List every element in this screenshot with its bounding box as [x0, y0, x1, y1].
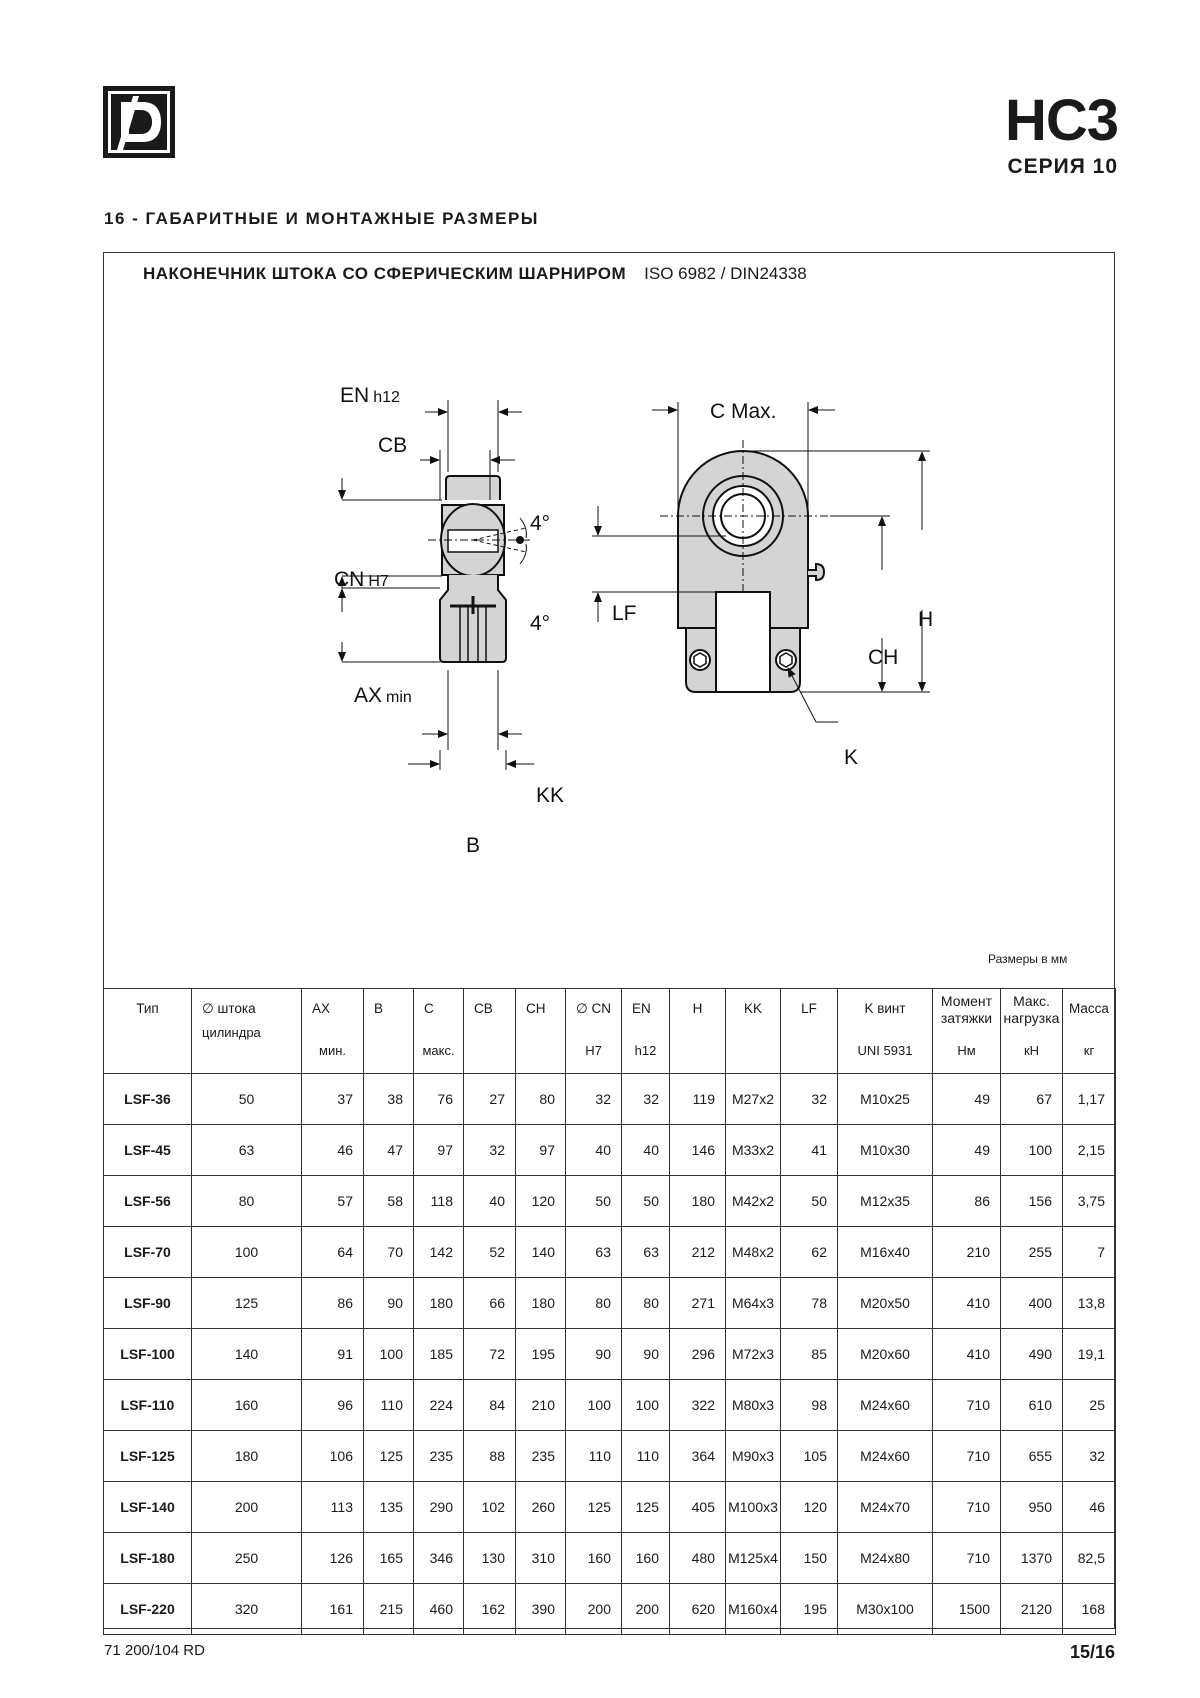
value-cell: M24x60 — [838, 1380, 933, 1431]
value-cell: 66 — [464, 1278, 516, 1329]
header-label: Момент затяжки — [940, 993, 993, 1026]
header-unit: кг — [1083, 1043, 1095, 1058]
header-unit: UNI 5931 — [857, 1043, 913, 1058]
value-cell: 63 — [192, 1125, 302, 1176]
type-cell: LSF-110 — [104, 1380, 192, 1431]
value-cell: M33x2 — [726, 1125, 781, 1176]
value-cell: 146 — [670, 1125, 726, 1176]
value-cell: 100 — [622, 1380, 670, 1431]
type-cell: LSF-180 — [104, 1533, 192, 1584]
value-cell: 185 — [414, 1329, 464, 1380]
value-cell: 296 — [670, 1329, 726, 1380]
value-cell: 224 — [414, 1380, 464, 1431]
value-cell: 119 — [670, 1074, 726, 1125]
value-cell: 110 — [622, 1431, 670, 1482]
value-cell: 46 — [302, 1125, 364, 1176]
company-logo — [103, 86, 175, 158]
value-cell: 52 — [464, 1227, 516, 1278]
value-cell: 200 — [622, 1584, 670, 1635]
value-cell: 200 — [566, 1584, 622, 1635]
value-cell: 212 — [670, 1227, 726, 1278]
value-cell: 100 — [364, 1329, 414, 1380]
value-cell: 91 — [302, 1329, 364, 1380]
value-cell: 100 — [566, 1380, 622, 1431]
table-row — [104, 1431, 1116, 1482]
type-cell: LSF-56 — [104, 1176, 192, 1227]
value-cell: 67 — [1001, 1074, 1063, 1125]
value-cell: 125 — [622, 1482, 670, 1533]
value-cell: 410 — [933, 1278, 1001, 1329]
value-cell: 142 — [414, 1227, 464, 1278]
table-header-cell — [464, 989, 516, 1074]
value-cell: 250 — [192, 1533, 302, 1584]
table-header-cell — [516, 989, 566, 1074]
table-header-cell — [192, 989, 302, 1074]
header-unit: h12 — [634, 1043, 657, 1058]
value-cell: 120 — [781, 1482, 838, 1533]
value-cell: 710 — [933, 1533, 1001, 1584]
value-cell: 84 — [464, 1380, 516, 1431]
label-cb: CB — [378, 434, 408, 457]
value-cell: 80 — [622, 1278, 670, 1329]
value-cell: 32 — [781, 1074, 838, 1125]
value-cell: 364 — [670, 1431, 726, 1482]
label-ch: CH — [868, 646, 899, 669]
value-cell: M72x3 — [726, 1329, 781, 1380]
value-cell: M90x3 — [726, 1431, 781, 1482]
value-cell: 49 — [933, 1125, 1001, 1176]
value-cell: 13,8 — [1063, 1278, 1116, 1329]
value-cell: 62 — [781, 1227, 838, 1278]
value-cell: M20x60 — [838, 1329, 933, 1380]
table-header-cell — [566, 989, 622, 1074]
header-label: B — [374, 1001, 384, 1016]
value-cell: 130 — [464, 1533, 516, 1584]
type-cell: LSF-36 — [104, 1074, 192, 1125]
value-cell: 950 — [1001, 1482, 1063, 1533]
table-header-cell — [781, 989, 838, 1074]
dimension-table — [103, 988, 1116, 1635]
value-cell: 41 — [781, 1125, 838, 1176]
value-cell: M80x3 — [726, 1380, 781, 1431]
value-cell: 85 — [781, 1329, 838, 1380]
value-cell: 80 — [192, 1176, 302, 1227]
value-cell: 400 — [1001, 1278, 1063, 1329]
value-cell: 19,1 — [1063, 1329, 1116, 1380]
value-cell: 322 — [670, 1380, 726, 1431]
drawing-labels — [334, 384, 933, 857]
table-body — [104, 1074, 1116, 1635]
value-cell: 1,17 — [1063, 1074, 1116, 1125]
label-c-max: C Max. — [710, 400, 777, 423]
value-cell: M30x100 — [838, 1584, 933, 1635]
table-header-row — [104, 989, 1116, 1074]
value-cell: 80 — [566, 1278, 622, 1329]
value-cell: 110 — [566, 1431, 622, 1482]
table-row — [104, 1329, 1116, 1380]
value-cell: 90 — [566, 1329, 622, 1380]
type-cell: LSF-125 — [104, 1431, 192, 1482]
value-cell: M48x2 — [726, 1227, 781, 1278]
value-cell: 106 — [302, 1431, 364, 1482]
table-row — [104, 1380, 1116, 1431]
value-cell: 610 — [1001, 1380, 1063, 1431]
part-title-row — [143, 264, 807, 284]
value-cell: 255 — [1001, 1227, 1063, 1278]
table-header-cell — [622, 989, 670, 1074]
value-cell: 50 — [192, 1074, 302, 1125]
value-cell: 620 — [670, 1584, 726, 1635]
value-cell: 86 — [302, 1278, 364, 1329]
value-cell: 64 — [302, 1227, 364, 1278]
value-cell: 161 — [302, 1584, 364, 1635]
header-unit: Нм — [957, 1043, 976, 1058]
value-cell: 210 — [933, 1227, 1001, 1278]
value-cell: 200 — [192, 1482, 302, 1533]
value-cell: 180 — [192, 1431, 302, 1482]
header-unit: H7 — [585, 1043, 602, 1058]
value-cell: 180 — [516, 1278, 566, 1329]
value-cell: 58 — [364, 1176, 414, 1227]
value-cell: 88 — [464, 1431, 516, 1482]
value-cell: 46 — [1063, 1482, 1116, 1533]
value-cell: M10x25 — [838, 1074, 933, 1125]
value-cell: 32 — [464, 1125, 516, 1176]
value-cell: 215 — [364, 1584, 414, 1635]
value-cell: 7 — [1063, 1227, 1116, 1278]
table-row — [104, 1176, 1116, 1227]
side-view — [428, 476, 530, 662]
value-cell: 125 — [364, 1431, 414, 1482]
value-cell: 27 — [464, 1074, 516, 1125]
label-kk: KK — [536, 784, 565, 807]
value-cell: 86 — [933, 1176, 1001, 1227]
value-cell: M27x2 — [726, 1074, 781, 1125]
value-cell: 82,5 — [1063, 1533, 1116, 1584]
value-cell: 140 — [516, 1227, 566, 1278]
value-cell: 390 — [516, 1584, 566, 1635]
value-cell: 410 — [933, 1329, 1001, 1380]
header-label: KK — [743, 1001, 762, 1016]
value-cell: 460 — [414, 1584, 464, 1635]
header-label: ∅ CN — [576, 1001, 612, 1016]
technical-drawing — [330, 370, 970, 880]
value-cell: 96 — [302, 1380, 364, 1431]
value-cell: 120 — [516, 1176, 566, 1227]
part-standard: ISO 6982 / DIN24338 — [644, 264, 807, 283]
value-cell: 40 — [566, 1125, 622, 1176]
value-cell: M24x70 — [838, 1482, 933, 1533]
value-cell: 180 — [414, 1278, 464, 1329]
value-cell: 655 — [1001, 1431, 1063, 1482]
label-ax: AX min — [354, 684, 412, 707]
type-cell: LSF-90 — [104, 1278, 192, 1329]
value-cell: M100x3 — [726, 1482, 781, 1533]
value-cell: 125 — [192, 1278, 302, 1329]
table-row — [104, 1278, 1116, 1329]
header-label: K винт — [864, 1001, 906, 1016]
value-cell: 50 — [566, 1176, 622, 1227]
value-cell: M20x50 — [838, 1278, 933, 1329]
table-header-cell — [1001, 989, 1063, 1074]
table-header-cell — [838, 989, 933, 1074]
value-cell: 271 — [670, 1278, 726, 1329]
header-unit: макс. — [422, 1043, 455, 1058]
document-number: 71 200/104 RD — [104, 1642, 205, 1659]
value-cell: 118 — [414, 1176, 464, 1227]
value-cell: 1370 — [1001, 1533, 1063, 1584]
type-cell: LSF-140 — [104, 1482, 192, 1533]
value-cell: 156 — [1001, 1176, 1063, 1227]
value-cell: 102 — [464, 1482, 516, 1533]
page-number: 15/16 — [1069, 1642, 1115, 1662]
label-en: EN h12 — [340, 384, 400, 407]
table-header-cell — [670, 989, 726, 1074]
table-row — [104, 1584, 1116, 1635]
value-cell: 25 — [1063, 1380, 1116, 1431]
value-cell: 38 — [364, 1074, 414, 1125]
value-cell: M42x2 — [726, 1176, 781, 1227]
header-label: CB — [474, 1001, 493, 1016]
label-angle-top: 4° — [530, 512, 551, 535]
value-cell: M16x40 — [838, 1227, 933, 1278]
value-cell: 160 — [192, 1380, 302, 1431]
value-cell: 80 — [516, 1074, 566, 1125]
value-cell: 105 — [781, 1431, 838, 1482]
value-cell: 150 — [781, 1533, 838, 1584]
value-cell: 710 — [933, 1380, 1001, 1431]
value-cell: 125 — [566, 1482, 622, 1533]
table-row — [104, 1125, 1116, 1176]
value-cell: 310 — [516, 1533, 566, 1584]
value-cell: 1500 — [933, 1584, 1001, 1635]
value-cell: 40 — [622, 1125, 670, 1176]
table-row — [104, 1533, 1116, 1584]
value-cell: 160 — [566, 1533, 622, 1584]
header-label: Макс. нагрузка — [1003, 993, 1060, 1026]
table-row — [104, 1482, 1116, 1533]
value-cell: M160x4 — [726, 1584, 781, 1635]
value-cell: 490 — [1001, 1329, 1063, 1380]
header-label: Масса — [1069, 1001, 1109, 1016]
table-header-cell — [364, 989, 414, 1074]
value-cell: 126 — [302, 1533, 364, 1584]
value-cell: 180 — [670, 1176, 726, 1227]
value-cell: 100 — [1001, 1125, 1063, 1176]
table-row — [104, 1074, 1116, 1125]
value-cell: 32 — [622, 1074, 670, 1125]
header-label: ∅ штока — [202, 1001, 256, 1016]
value-cell: 160 — [622, 1533, 670, 1584]
value-cell: 135 — [364, 1482, 414, 1533]
value-cell: M24x60 — [838, 1431, 933, 1482]
table-row — [104, 1227, 1116, 1278]
value-cell: 98 — [781, 1380, 838, 1431]
series-label: СЕРИЯ 10 — [1007, 155, 1118, 178]
value-cell: 78 — [781, 1278, 838, 1329]
header-unit: цилиндра — [202, 1025, 261, 1040]
value-cell: 50 — [622, 1176, 670, 1227]
value-cell: 90 — [364, 1278, 414, 1329]
value-cell: M12x35 — [838, 1176, 933, 1227]
value-cell: M10x30 — [838, 1125, 933, 1176]
value-cell: 40 — [464, 1176, 516, 1227]
header-unit: кН — [1023, 1043, 1040, 1058]
value-cell: 195 — [781, 1584, 838, 1635]
value-cell: 140 — [192, 1329, 302, 1380]
value-cell: 70 — [364, 1227, 414, 1278]
header-label: H — [692, 1001, 703, 1016]
value-cell: 32 — [566, 1074, 622, 1125]
type-cell: LSF-100 — [104, 1329, 192, 1380]
header-label: C — [424, 1001, 434, 1016]
value-cell: M125x4 — [726, 1533, 781, 1584]
table-header-cell — [726, 989, 781, 1074]
value-cell: 72 — [464, 1329, 516, 1380]
value-cell: 260 — [516, 1482, 566, 1533]
table-header-cell — [1063, 989, 1116, 1074]
value-cell: 100 — [192, 1227, 302, 1278]
header-label: AX — [312, 1001, 331, 1016]
header-label: EN — [632, 1001, 651, 1016]
value-cell: 235 — [414, 1431, 464, 1482]
value-cell: 162 — [464, 1584, 516, 1635]
value-cell: 49 — [933, 1074, 1001, 1125]
value-cell: 50 — [781, 1176, 838, 1227]
units-note: Размеры в мм — [988, 952, 1068, 966]
section-title: 16 - ГАБАРИТНЫЕ И МОНТАЖНЫЕ РАЗМЕРЫ — [104, 209, 539, 228]
label-angle-bottom: 4° — [530, 612, 551, 635]
value-cell: 210 — [516, 1380, 566, 1431]
value-cell: 710 — [933, 1431, 1001, 1482]
type-cell: LSF-70 — [104, 1227, 192, 1278]
front-view — [660, 440, 830, 692]
table-header-cell — [933, 989, 1001, 1074]
table-header-cell — [302, 989, 364, 1074]
value-cell: 76 — [414, 1074, 464, 1125]
label-b: B — [466, 834, 481, 857]
value-cell: 113 — [302, 1482, 364, 1533]
label-k: K — [844, 746, 859, 769]
value-cell: 710 — [933, 1482, 1001, 1533]
value-cell: 2,15 — [1063, 1125, 1116, 1176]
value-cell: 405 — [670, 1482, 726, 1533]
value-cell: 47 — [364, 1125, 414, 1176]
value-cell: 346 — [414, 1533, 464, 1584]
value-cell: 57 — [302, 1176, 364, 1227]
value-cell: 37 — [302, 1074, 364, 1125]
value-cell: M64x3 — [726, 1278, 781, 1329]
type-cell: LSF-220 — [104, 1584, 192, 1635]
value-cell: 97 — [516, 1125, 566, 1176]
value-cell: 195 — [516, 1329, 566, 1380]
part-title: НАКОНЕЧНИК ШТОКА СО СФЕРИЧЕСКИМ ШАРНИРОМ — [143, 264, 627, 283]
label-lf: LF — [612, 602, 637, 625]
value-cell: 32 — [1063, 1431, 1116, 1482]
header-label: Тип — [136, 1001, 159, 1016]
label-h: H — [918, 608, 934, 631]
type-cell: LSF-45 — [104, 1125, 192, 1176]
value-cell: 165 — [364, 1533, 414, 1584]
label-cn: CN H7 — [334, 568, 389, 591]
value-cell: 97 — [414, 1125, 464, 1176]
value-cell: 110 — [364, 1380, 414, 1431]
value-cell: 235 — [516, 1431, 566, 1482]
header-unit: мин. — [319, 1043, 346, 1058]
value-cell: 320 — [192, 1584, 302, 1635]
value-cell: 3,75 — [1063, 1176, 1116, 1227]
model-code: HC3 — [1004, 88, 1118, 153]
value-cell: M24x80 — [838, 1533, 933, 1584]
value-cell: 90 — [622, 1329, 670, 1380]
value-cell: 63 — [566, 1227, 622, 1278]
table-header-cell — [414, 989, 464, 1074]
value-cell: 480 — [670, 1533, 726, 1584]
table-header-cell — [104, 989, 192, 1074]
value-cell: 168 — [1063, 1584, 1116, 1635]
header-label: LF — [801, 1001, 817, 1016]
header-label: CH — [526, 1001, 546, 1016]
value-cell: 63 — [622, 1227, 670, 1278]
value-cell: 2120 — [1001, 1584, 1063, 1635]
value-cell: 290 — [414, 1482, 464, 1533]
